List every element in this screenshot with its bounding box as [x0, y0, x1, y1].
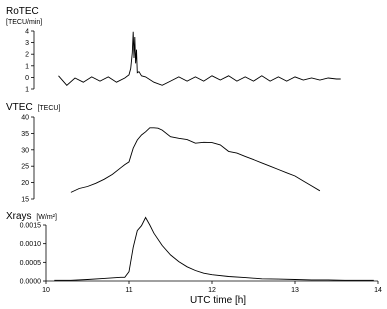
x-axis-ticks	[42, 281, 382, 294]
rotec-unit: [TECU/min]	[6, 19, 43, 26]
vtec-y-tick-label: 25	[21, 163, 29, 171]
vtec-unit: [TECU]	[37, 105, 61, 112]
svg-text:VTEC [TECU]	[6, 102, 60, 113]
rotec-panel	[6, 6, 341, 94]
rotec-series-line	[59, 32, 341, 86]
xrays-y-tick-label: 0.0015	[19, 222, 41, 230]
x-axis-label: UTC time [h]	[189, 295, 247, 306]
x-tick-label: 11	[125, 287, 133, 294]
rotec-title: RoTEC	[6, 6, 39, 17]
vtec-title: VTEC	[6, 102, 33, 113]
vtec-series-line	[71, 128, 320, 193]
xrays-title: Xrays	[6, 211, 32, 222]
vtec-y-tick-label: 35	[21, 130, 29, 138]
vtec-y-tick-label: 40	[21, 114, 29, 122]
rotec-y-tick-label: 1	[25, 63, 29, 71]
x-tick-label: 13	[291, 287, 299, 294]
x-tick-label: 10	[42, 287, 50, 294]
vtec-y-tick-label: 15	[21, 196, 29, 204]
xrays-panel	[6, 211, 382, 306]
vtec-y-ticks	[21, 115, 34, 204]
vtec-panel	[6, 102, 320, 204]
xrays-y-tick-label: 0.0010	[19, 241, 41, 249]
rotec-y-tick-label: 1	[25, 86, 29, 94]
rotec-y-tick-label: 0	[25, 74, 29, 82]
xrays-series-line	[54, 218, 374, 281]
rotec-y-tick-label: 2	[25, 51, 29, 59]
svg-text:Xrays [W/m²]	[6, 211, 57, 222]
xrays-y-tick-label: 0.0000	[19, 278, 41, 286]
vtec-y-tick-label: 20	[21, 180, 29, 188]
rotec-y-tick-label: 4	[25, 28, 29, 36]
x-tick-label: 14	[374, 287, 382, 294]
xrays-y-ticks	[20, 223, 46, 286]
rotec-y-ticks	[25, 29, 34, 94]
vtec-y-tick-label: 30	[21, 147, 29, 155]
x-tick-label: 12	[208, 287, 216, 294]
rotec-y-tick-label: 3	[25, 40, 29, 48]
xrays-y-tick-label: 0.0005	[19, 259, 41, 267]
xrays-unit: [W/m²]	[36, 214, 57, 221]
